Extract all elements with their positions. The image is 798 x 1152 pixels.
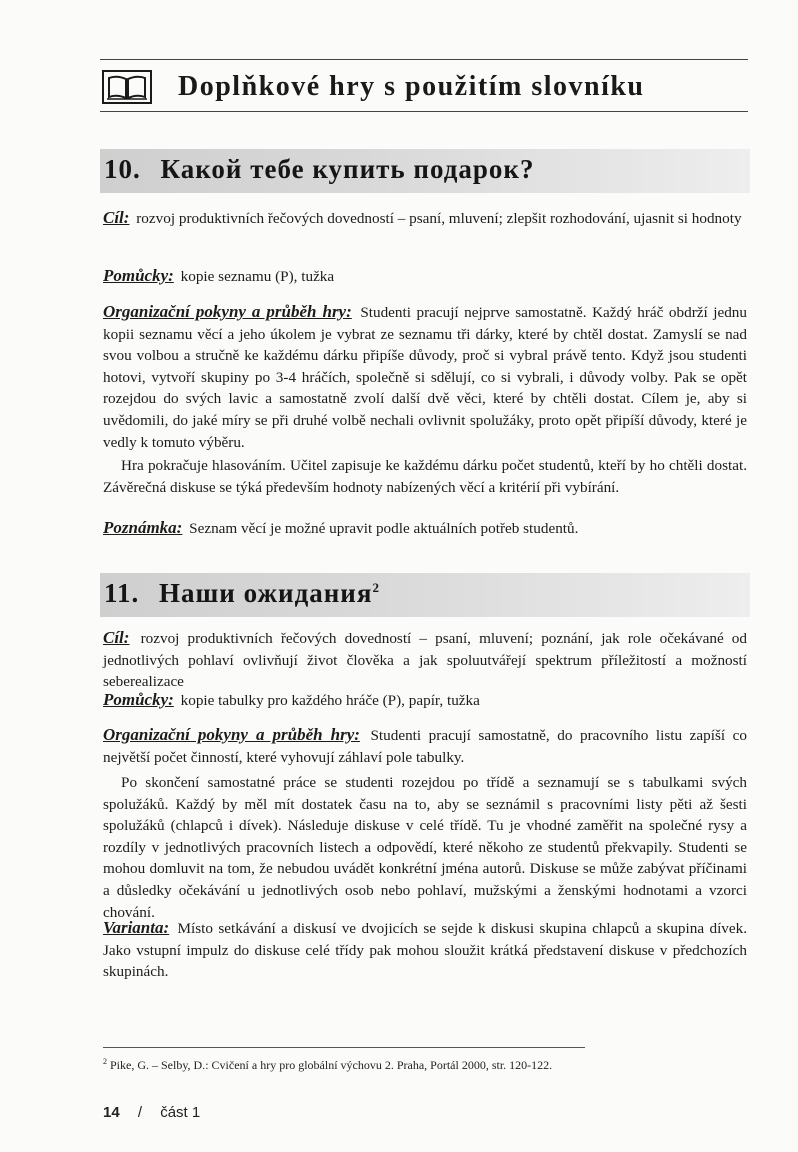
section-10-organizace-cont [103,455,747,498]
organizace-label: Organizační pokyny a průběh hry: [103,302,352,321]
cil-label: Cíl: [103,628,130,647]
section-11-heading: Наши ожидания [159,578,373,608]
cil-label: Cíl: [103,208,130,227]
section-10-title [104,154,534,185]
footnote-text: Pike, G. – Selby, D.: Cvičení a hry pro globální výchovu 2. Praha, Portál 2000, str. 120-122. [110,1058,553,1072]
section-11-cil [103,627,747,693]
organizace-text-2: Hra pokračuje hlasováním. Učitel zapisuje ke každému dárku počet studentů, kteří by ho chtěli dostat. Závěrečná diskuse se týká především hodnoty nabízených věcí a kritérií při vybírání. [103,457,747,496]
poznamka-label: Poznámka: [103,518,183,537]
section-10-cil [103,207,747,230]
section-11-varianta [103,917,747,983]
section-11-title [104,578,380,609]
section-10-pomucky [103,265,747,288]
section-10-heading: Какой тебе купить подарок? [160,154,535,184]
pomucky-label: Pomůcky: [103,690,174,709]
organizace-label: Organizační pokyny a průběh hry: [103,725,360,744]
varianta-label: Varianta: [103,918,170,937]
pomucky-label: Pomůcky: [103,266,174,285]
footer-part: část 1 [160,1104,201,1121]
footer-separator: / [137,1104,143,1121]
section-11-organizace [103,724,747,768]
organizace-text: Studenti pracují samostatně, do pracovního listu zapíší co největší počet činností, které vyhovují záhlaví pole tabulky. [103,727,747,766]
section-10-organizace [103,301,747,453]
cil-text: rozvoj produktivních řečových dovedností – psaní, mluvení; zlepšit rozhodování, ujasnit si hodnoty [136,210,742,227]
footnote [103,1054,703,1073]
page-footer [103,1104,200,1121]
section-11-number: 11. [104,578,140,608]
cil-text: rozvoj produktivních řečových dovedností – psaní, mluvení; poznání, jak role očekávané od jednotlivých pohlaví ovlivňují život člověka a jak spoluutvářejí spektrum příležitostí a možností seberealizace [103,630,747,691]
footnote-rule [103,1047,585,1048]
organizace-text-2: Po skončení samostatné práce se studenti rozejdou po třídě a seznamují se s tabulkami svých spolužáků. Každý by měl mít dostatek času na to, aby se seznámil s pracovními listy pěti až šesti spolužáků (chlapců i dívek). Následuje diskuse v celé třídě. Tu je vhodné zaměřit na společné rysy a rozdíly v jednotlivých pracovních listech a odpovědí, které někoho ze studentů překvapily. Studenti se mohou domluvit na tom, že nebudou uvádět konkrétní jména autorů. Diskuse se může zabývat příčinami a důsledky očekávání u jednotlivých osob nebo pohlaví, mužskými a ženskými hodnotami a vzorci chování. [103,774,747,921]
section-11-footnote-ref[interactable]: 2 [372,580,380,595]
header-top-rule [100,59,748,60]
header-bottom-rule [100,111,748,112]
varianta-text: Místo setkávání a diskusí ve dvojicích se sejde k diskusi skupina chlapců a skupina dívek. Jako vstupní impulz do diskuse celé třídy pak mohou sloužit krátká představení diskuse v předchozích skupinách. [103,920,748,981]
section-10-poznamka [103,517,747,540]
header [102,66,645,108]
footnote-mark: 2 [103,1057,107,1066]
book-icon [102,70,152,104]
poznamka-text: Seznam věcí je možné upravit podle aktuálních potřeb studentů. [189,520,579,537]
organizace-text: Studenti pracují nejprve samostatně. Každý hráč obdrží jednu kopii seznamu věcí a jeho úkolem je vybrat ze seznamu tři dárky, které by chtěl dostat. Zamyslí se nad svou volbou a stručně ke každému dárku připíše důvody, proč si vybral právě tento. Když jsou studenti hotovi, vytvoří skupiny po 3-4 hráčích, společně si sdělují, co si vybrali, i důvody volby. Pak se opět rozejdou do svých lavic a samostatně zvolí další dvě věci, které by chtěli dostat. Cílem je, aby si uvědomili, do jaké míry se při druhé volbě nechali ovlivnit spolužáky, proto opět připíší důvody, které je vedly k tomuto výběru. [103,304,747,451]
section-11-organizace-cont [103,772,747,923]
page-number: 14 [103,1104,120,1121]
pomucky-text: kopie tabulky pro každého hráče (P), papír, tužka [180,692,480,709]
header-title: Doplňkové hry s použitím slovníku [178,71,645,102]
pomucky-text: kopie seznamu (P), tužka [180,268,335,285]
section-11-pomucky [103,689,747,712]
section-10-number: 10. [104,154,141,184]
